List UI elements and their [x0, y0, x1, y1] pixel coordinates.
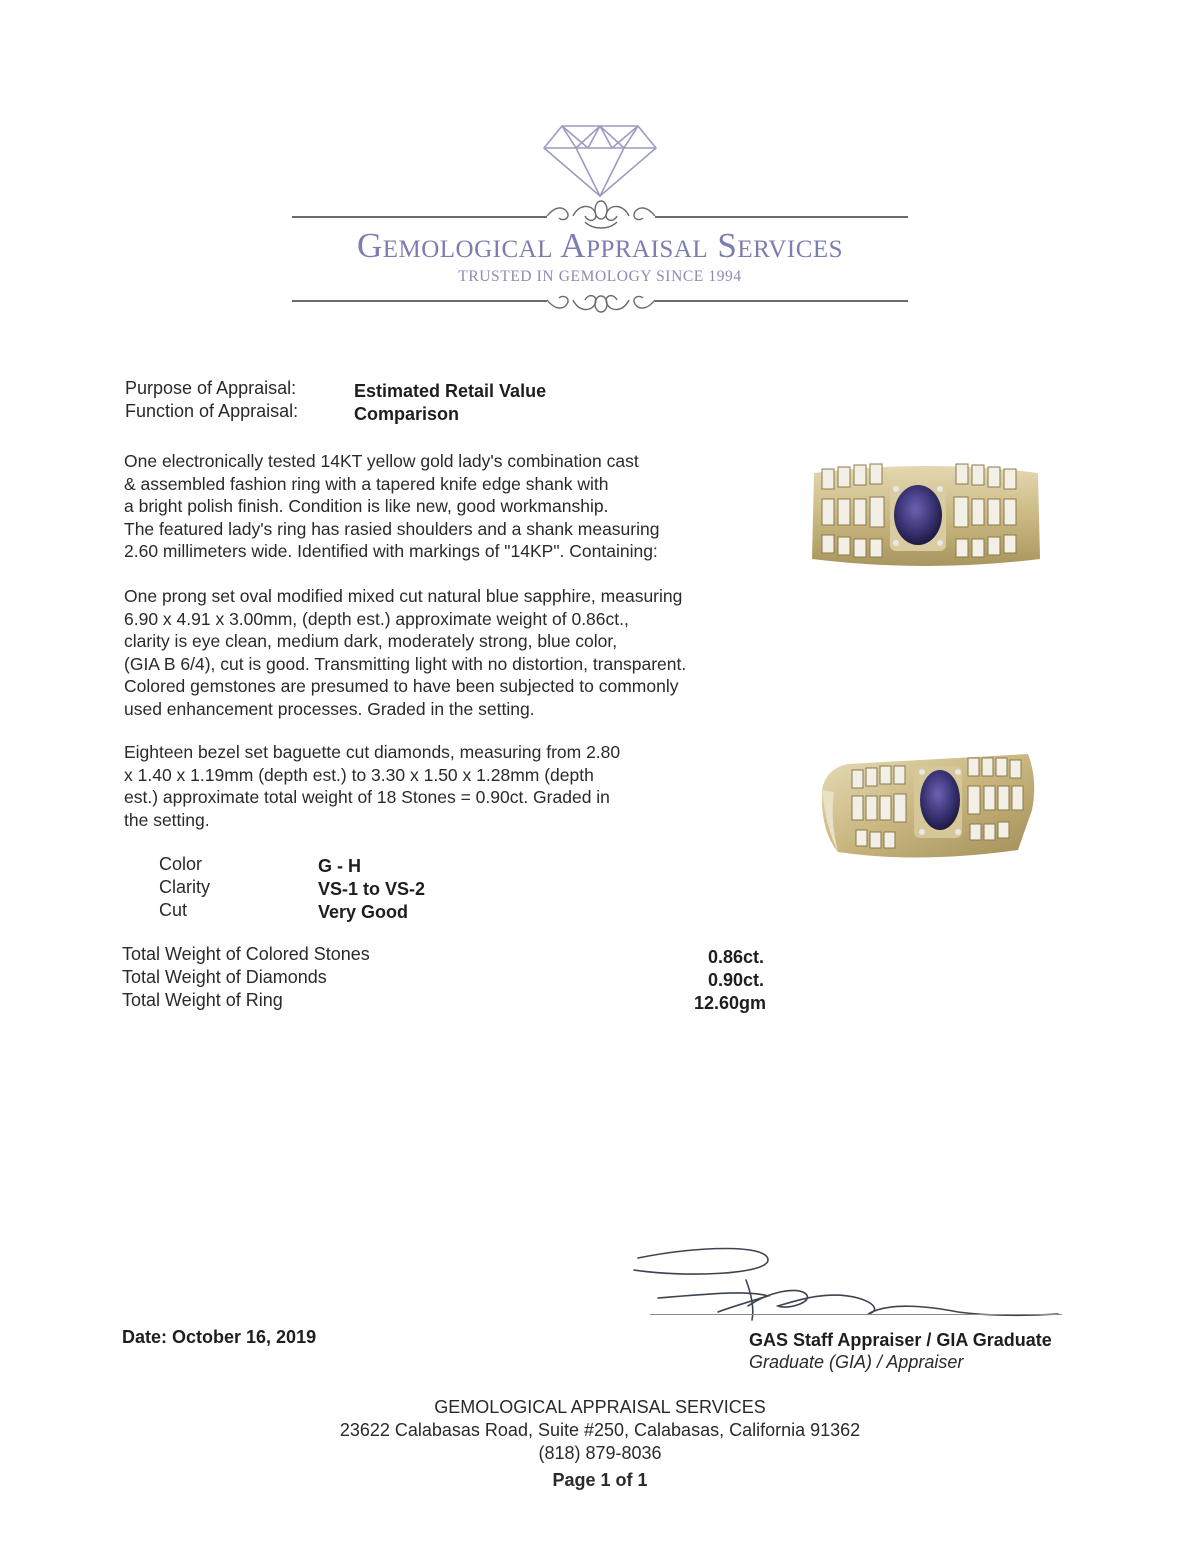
letterhead-top-rule-left: [292, 216, 547, 218]
ring-weight-label: Total Weight of Ring: [122, 990, 283, 1010]
color-label: Color: [159, 854, 203, 874]
description-line: clarity is eye clean, medium dark, moderately strong, blue color,: [124, 631, 618, 652]
letterhead-tagline: TRUSTED IN GEMOLOGY SINCE 1994: [458, 268, 742, 285]
description-line: The featured lady's ring has rasied shoulders and a shank measuring: [124, 518, 660, 539]
cut-grade-value: Very Good: [318, 902, 409, 922]
function-label: Function of Appraisal:: [125, 401, 299, 421]
diamonds-description-paragraph: [124, 741, 620, 831]
colored-stones-weight-label: Total Weight of Colored Stones: [122, 944, 370, 964]
cut-label: Cut: [159, 900, 188, 920]
scroll-ornament-icon: [545, 288, 657, 316]
colored-stones-weight-value: 0.86ct.: [708, 947, 765, 967]
signature-line: [650, 1314, 1062, 1315]
diamonds-weight-value: 0.90ct.: [708, 970, 765, 990]
clarity-label: Clarity: [159, 877, 211, 897]
description-line: One electronically tested 14KT yellow gold lady's combination cast: [124, 451, 639, 471]
description-line: the setting.: [124, 809, 210, 830]
description-line: & assembled fashion ring with a tapered knife edge shank with: [124, 473, 609, 494]
footer-address: 23622 Calabasas Road, Suite #250, Calabasas, California 91362: [339, 1420, 861, 1440]
letterhead-bottom-rule-right: [655, 300, 908, 302]
function-value: Comparison: [354, 404, 460, 424]
letterhead-company-name: Gemological Appraisal Services: [356, 226, 844, 265]
description-line: One prong set oval modified mixed cut natural blue sapphire, measuring: [124, 586, 683, 606]
description-line: used enhancement processes. Graded in the setting.: [124, 698, 535, 719]
purpose-label: Purpose of Appraisal:: [125, 378, 297, 398]
ring-photo-angled: [818, 740, 1038, 865]
ring-description-paragraph: [124, 450, 659, 563]
footer-company: GEMOLOGICAL APPRAISAL SERVICES: [434, 1397, 766, 1417]
description-line: est.) approximate total weight of 18 Stones = 0.90ct. Graded in: [124, 787, 610, 808]
diamonds-weight-label: Total Weight of Diamonds: [122, 967, 327, 987]
description-line: Eighteen bezel set baguette cut diamonds, measuring from 2.80: [124, 742, 621, 762]
clarity-grade-value: VS-1 to VS-2: [318, 879, 426, 899]
ring-weight-value: 12.60gm: [694, 993, 767, 1013]
appraisal-date: Date: October 16, 2019: [122, 1327, 317, 1347]
description-line: x 1.40 x 1.19mm (depth est.) to 3.30 x 1.50 x 1.28mm (depth: [124, 764, 594, 785]
color-grade-value: G - H: [318, 856, 361, 876]
appraiser-subtitle: Graduate (GIA) / Appraiser: [749, 1352, 964, 1372]
footer-phone: (818) 879-8036: [538, 1443, 662, 1463]
purpose-value: Estimated Retail Value: [354, 381, 547, 401]
sapphire-description-paragraph: [124, 585, 686, 721]
letterhead-bottom-rule-left: [292, 300, 547, 302]
letterhead-top-rule-right: [655, 216, 908, 218]
description-line: (GIA B 6/4), cut is good. Transmitting light with no distortion, transparent.: [124, 653, 687, 674]
description-line: a bright polish finish. Condition is like new, good workmanship.: [124, 496, 609, 517]
diamond-logo-icon: [540, 118, 660, 200]
description-line: 6.90 x 4.91 x 3.00mm, (depth est.) approximate weight of 0.86ct.,: [124, 608, 629, 629]
description-line: 2.60 millimeters wide. Identified with markings of "14KP". Containing:: [124, 541, 658, 562]
description-line: Colored gemstones are presumed to have been subjected to commonly: [124, 676, 679, 697]
appraiser-signature: [628, 1240, 1068, 1330]
appraiser-title: GAS Staff Appraiser / GIA Graduate: [749, 1330, 1052, 1350]
page-number: Page 1 of 1: [552, 1470, 648, 1490]
ring-photo-front: [808, 455, 1044, 580]
